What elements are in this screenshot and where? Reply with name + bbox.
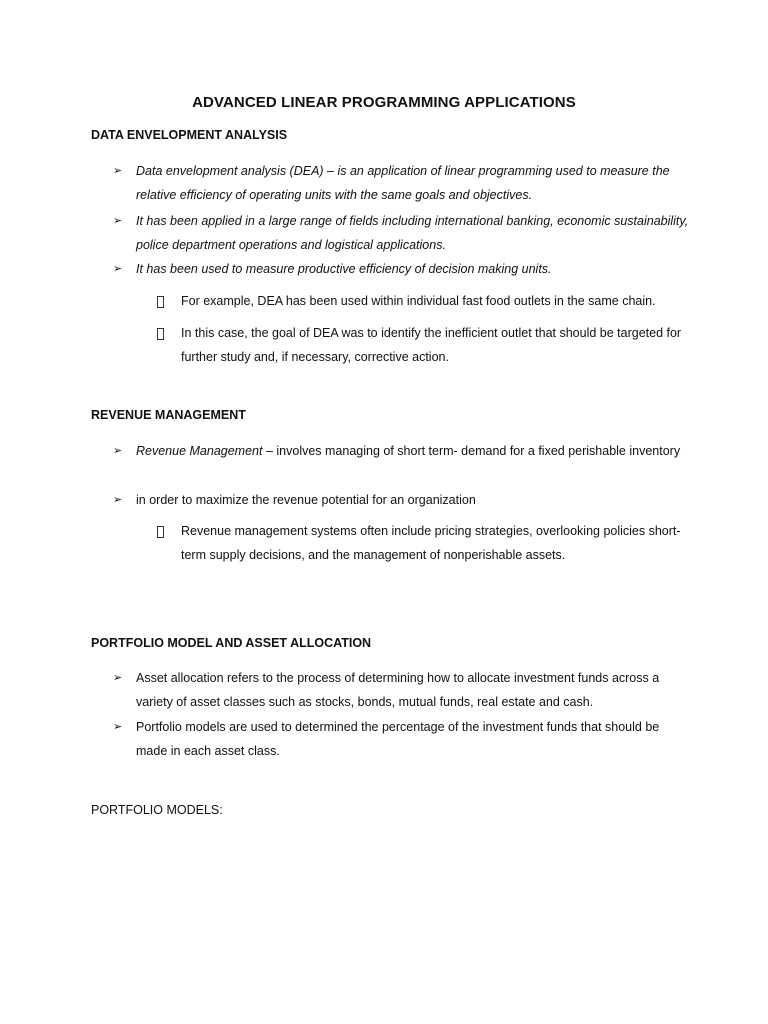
list-item <box>113 258 693 282</box>
arrow-bullet-icon: ➢ <box>113 721 123 733</box>
sub-list-item-text: Revenue management systems often include pricing strategies, overlooking policies short-term supply decisions, and the management of nonperishable assets. <box>181 524 681 562</box>
list-item-text: Data envelopment analysis (DEA) – is an application of linear programming used to measure the relative efficiency of operating units with the same goals and objectives. <box>136 164 670 202</box>
list-item <box>113 667 693 714</box>
sub-list-item <box>157 520 687 567</box>
list-item-text: in order to maximize the revenue potential for an organization <box>136 493 476 507</box>
list-item <box>113 489 693 513</box>
sub-list-item-text: For example, DEA has been used within individual fast food outlets in the same chain. <box>181 294 656 308</box>
document-title: ADVANCED LINEAR PROGRAMMING APPLICATIONS <box>192 94 576 111</box>
list-item-text: Asset allocation refers to the process of determining how to allocate investment funds across a variety of asset classes such as stocks, bonds, mutual funds, real estate and cash. <box>136 671 660 709</box>
arrow-bullet-icon: ➢ <box>113 165 123 177</box>
list-item <box>113 160 693 207</box>
list-item-text: It has been used to measure productive efficiency of decision making units. <box>136 262 552 276</box>
list-item-text <box>136 440 693 464</box>
arrow-bullet-icon: ➢ <box>113 263 123 275</box>
arrow-bullet-icon: ➢ <box>113 215 123 227</box>
square-bullet-icon <box>157 526 164 538</box>
arrow-bullet-icon: ➢ <box>113 445 123 457</box>
arrow-bullet-icon: ➢ <box>113 494 123 506</box>
section-heading-portfolio: PORTFOLIO MODEL AND ASSET ALLOCATION <box>91 636 372 650</box>
square-bullet-icon <box>157 328 164 340</box>
list-item <box>113 210 693 257</box>
arrow-bullet-icon: ➢ <box>113 672 123 684</box>
section-heading-revenue: REVENUE MANAGEMENT <box>91 408 246 422</box>
list-item <box>113 440 693 464</box>
sub-list-item-text: In this case, the goal of DEA was to identify the inefficient outlet that should be targeted for further study and, if necessary, corrective action. <box>181 326 682 364</box>
portfolio-models-label: PORTFOLIO MODELS: <box>91 803 223 817</box>
revenue-management-term: Revenue Management <box>136 444 263 458</box>
square-bullet-icon <box>157 296 164 308</box>
revenue-management-definition: – involves managing of short term- demand for a fixed perishable inventory <box>262 444 681 458</box>
sub-list-item <box>157 290 687 314</box>
section-heading-dea: DATA ENVELOPMENT ANALYSIS <box>91 128 288 142</box>
list-item <box>113 716 693 763</box>
sub-list-item <box>157 322 687 369</box>
list-item-text: Portfolio models are used to determined the percentage of the investment funds that should be made in each asset class. <box>136 720 660 758</box>
list-item-text: It has been applied in a large range of fields including international banking, economic sustainability, police department operations and logistical applications. <box>136 214 689 252</box>
